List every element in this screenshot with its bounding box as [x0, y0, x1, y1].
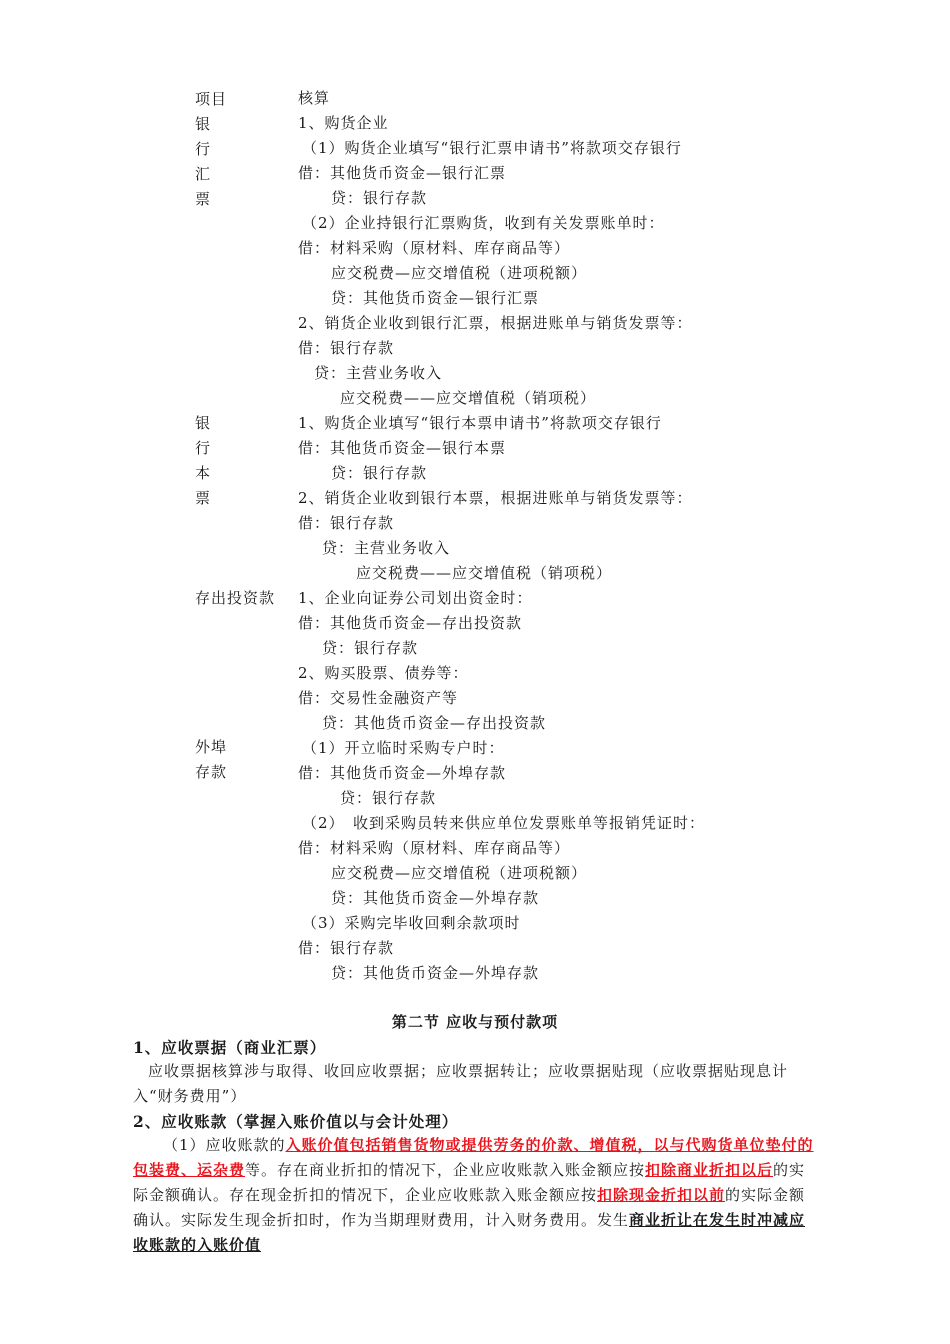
- item-outside-deposit: 存款: [195, 763, 228, 781]
- entry-line: 借：其他货币资金—银行汇票: [298, 164, 507, 182]
- entry-line: 贷：主营业务收入: [314, 364, 443, 382]
- heading-notes-receivable: 1、应收票据（商业汇票）: [133, 1038, 327, 1057]
- entry-line: 借：材料采购（原材料、库存商品等）: [298, 839, 571, 857]
- entry-line: 贷：其他货币资金—存出投资款: [322, 714, 547, 732]
- table-header-item: 项目: [195, 90, 228, 108]
- entry-line: 2、销货企业收到银行汇票，根据进账单与销货发票等：: [298, 314, 693, 332]
- entry-line: 应交税费—应交增值税（进项税额）: [331, 864, 588, 882]
- item-cashier-check-char: 行: [195, 439, 212, 457]
- emphasis-red: 扣除商业折扣以后: [645, 1161, 774, 1179]
- text-run: （1）应收账款的: [163, 1136, 286, 1154]
- entry-line: 借：交易性金融资产等: [298, 689, 459, 707]
- entry-line: 贷：银行存款: [322, 639, 419, 657]
- entry-line: 应交税费——应交增值税（销项税）: [340, 389, 597, 407]
- item-outside-deposit: 外埠: [195, 738, 228, 756]
- item-bank-draft-char: 行: [195, 140, 212, 158]
- entry-line: （2） 收到采购员转来供应单位发票账单等报销凭证时：: [302, 814, 706, 832]
- entry-line: 借：银行存款: [298, 339, 395, 357]
- entry-line: （1）购货企业填写“银行汇票申请书”将款项交存银行: [302, 139, 682, 157]
- entry-line: 贷：其他货币资金—外埠存款: [331, 964, 540, 982]
- entry-line: 2、购买股票、债券等：: [298, 664, 469, 682]
- entry-line: 贷：主营业务收入: [322, 539, 451, 557]
- entry-line: （1）开立临时采购专户时：: [302, 739, 505, 757]
- item-bank-draft-char: 票: [195, 190, 212, 208]
- entry-line: 贷：银行存款: [331, 189, 428, 207]
- entry-line: 1、企业向证券公司划出资金时：: [298, 589, 533, 607]
- entry-line: 贷：其他货币资金—外埠存款: [331, 889, 540, 907]
- entry-line: 借：材料采购（原材料、库存商品等）: [298, 239, 571, 257]
- entry-line: 借：其他货币资金—银行本票: [298, 439, 507, 457]
- paragraph-accounts-receivable: [133, 1133, 818, 1258]
- entry-line: 贷：银行存款: [340, 789, 437, 807]
- entry-line: 借：银行存款: [298, 514, 395, 532]
- entry-line: 借：银行存款: [298, 939, 395, 957]
- table-header-content: 核算: [298, 89, 331, 107]
- emphasis-red: 入账价值包括销售货物或提供劳务的价款、增值税，以与代购货单位垫付的包装费、运杂费: [133, 1136, 814, 1179]
- section-title: 第二节 应收与预付款项: [391, 1013, 559, 1031]
- item-investment-deposit: 存出投资款: [195, 589, 276, 607]
- emphasis-underline: 商业折让在发生时冲减应收账款的入账价值: [133, 1211, 806, 1254]
- item-bank-draft-char: 银: [195, 115, 212, 133]
- entry-line: （3）采购完毕收回剩余款项时: [302, 914, 521, 932]
- entry-line: （2）企业持银行汇票购货，收到有关发票账单时：: [302, 214, 665, 232]
- entry-line: 2、销货企业收到银行本票，根据进账单与销货发票等：: [298, 489, 693, 507]
- paragraph-notes-receivable: 应收票据核算涉与取得、收回应收票据；应收票据转让；应收票据贴现（应收票据贴现息计入“财务费用”）: [133, 1062, 789, 1105]
- entry-line: 应交税费—应交增值税（进项税额）: [331, 264, 588, 282]
- entry-line: 借：其他货币资金—外埠存款: [298, 764, 507, 782]
- entry-line: 1、购货企业: [298, 114, 389, 132]
- entry-line: 应交税费——应交增值税（销项税）: [356, 564, 613, 582]
- heading-accounts-receivable: 2、应收账款（掌握入账价值以与会计处理）: [133, 1112, 459, 1131]
- entry-line: 借：其他货币资金—存出投资款: [298, 614, 523, 632]
- item-bank-draft-char: 汇: [195, 165, 212, 183]
- text-run: 的实际金额确认。存在现金折扣的情况下，企业应收账款入账金额应按: [133, 1161, 806, 1204]
- emphasis-red: 扣除现金折扣以前: [597, 1186, 726, 1204]
- entry-line: 1、购货企业填写“银行本票申请书”将款项交存银行: [298, 414, 662, 432]
- item-cashier-check-char: 票: [195, 489, 212, 507]
- entry-line: 贷：银行存款: [331, 464, 428, 482]
- item-cashier-check-char: 本: [195, 464, 212, 482]
- text-run: 等。存在商业折扣的情况下，企业应收账款入账金额应按: [245, 1161, 646, 1179]
- text-run: 的实际金额确认。实际发生现金折扣时，作为当期理财费用，计入财务费用。发生: [133, 1186, 806, 1229]
- entry-line: 贷：其他货币资金—银行汇票: [331, 289, 540, 307]
- item-cashier-check-char: 银: [195, 414, 212, 432]
